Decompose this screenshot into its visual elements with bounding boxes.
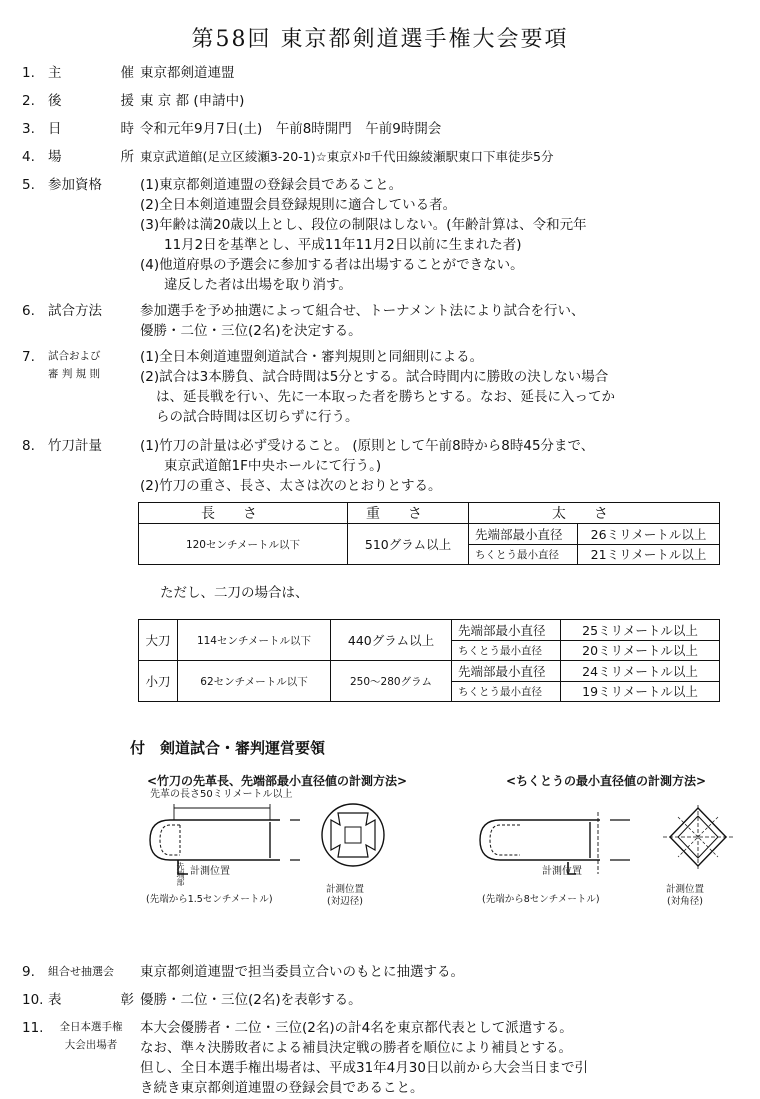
cell-diameter-label: 先端部最小直径 xyxy=(452,620,561,641)
item-label: 後 援 xyxy=(48,93,134,109)
item-content: 東京都剣道連盟 xyxy=(140,65,235,81)
cell-diameter-value: 20ミリメートル以上 xyxy=(561,640,720,661)
cell-weight: 440グラム以上 xyxy=(331,620,452,661)
chikuto-cross-section-diagonal xyxy=(658,800,738,875)
right-position-label: 計測位置 xyxy=(542,866,582,877)
item-content: 東京都剣道連盟で担当委員立合いのもとに抽選する。 xyxy=(140,964,464,980)
cell-sword-type: 小刀 xyxy=(139,661,178,702)
cell-diameter-value: 25ミリメートル以上 xyxy=(561,620,720,641)
cell-diameter-value: 24ミリメートル以上 xyxy=(561,661,720,682)
item-number: 6. xyxy=(22,303,35,319)
cell-diameter-value: 26ミリメートル以上 xyxy=(578,524,720,545)
cell-diameter-value: 21ミリメートル以上 xyxy=(578,544,720,565)
header-weight: 重さ xyxy=(348,503,469,524)
page-title: 第58回 東京都剣道選手権大会要項 xyxy=(191,27,569,52)
item-number: 11. xyxy=(22,1020,44,1036)
item-content: 本大会優勝者・二位・三位(2名)の計4名を東京都代表として派遣する。 なお、準々決勝敗者による補員決定戦の勝者を順位により補員とする。 但し、全日本選手権出場者は、平成31年4月30日以前から大会当日まで引 き続き東京都剣道連盟の登録会員であること。 xyxy=(140,1020,588,1096)
cell-sword-type: 大刀 xyxy=(139,620,178,661)
left-position-label: 計測位置 xyxy=(190,866,230,877)
sakigawa-length-label: 先革の長さ50ミリメートル以上 xyxy=(150,789,293,800)
left-figure-caption: <竹刀の先革長、先端部最小直径値の計測方法> xyxy=(147,774,408,788)
item-content: 東 京 都 (申請中) xyxy=(140,93,245,109)
item-label: 場 所 xyxy=(48,149,134,165)
item-content: 令和元年9月7日(土) 午前8時開門 午前9時開会 xyxy=(140,121,442,137)
item-number: 10. xyxy=(22,992,44,1008)
cell-length: 120センチメートル以下 xyxy=(139,524,348,565)
side-mark-label: 先端部 xyxy=(176,862,185,886)
cell-diameter-label: ちくとう最小直径 xyxy=(452,640,561,661)
item-number: 1. xyxy=(22,65,35,81)
cell-length: 114センチメートル以下 xyxy=(178,620,331,661)
right-figure-caption: <ちくとうの最小直径値の計測方法> xyxy=(506,774,707,788)
right-circle-label: 計測位置 (対角径) xyxy=(666,884,705,907)
cell-diameter-value: 19ミリメートル以上 xyxy=(561,681,720,702)
header-length: 長さ xyxy=(139,503,348,524)
item-content: 東京武道館(足立区綾瀬3-20-1)☆東京ﾒﾄﾛ千代田線綾瀬駅東口下車徒歩5分 xyxy=(140,149,554,164)
item-label: 主 催 xyxy=(48,65,134,81)
item-number: 9. xyxy=(22,964,35,980)
item-label: 日 時 xyxy=(48,121,134,137)
document-page: 第58回 東京都剣道選手権大会要項 1. 主 催 東京都剣道連盟 2. 後 援 東 京 都 (申請中) 3. 日 時 令和元年9月7日(土) 午前8時開門 午前9時開会 4. 場 所 東京武道館(足立区綾瀬3-20-1)☆東京ﾒﾄﾛ千代田線綾瀬駅東口下車徒歩5分 5. 参加資格 (1)東京都剣道連盟の登録会員であること。 (2)全日本剣道連盟会員登録規則に適合している者。 (3)年齢は満20歳以上とし、段位の制限はしない。(年齢計算は、令和元年 11月2日を基準とし、平成11年11月2日以前に生まれた者) (4)他道府県の予選会に参加する者は出場することができない。 違反した者は出場を取り消す。 6. 試合方法 参加選手を予め抽選によって組合せ、トーナメント法により試合を行い、 優勝・二位・三位(2名)を決定する。 7. 試合および 審 判 規 則 (1)全日本剣道連盟剣道試合・審判規則と同細則による。 (2)試合は3本勝負、試合時間は5分とする。試合時間内に勝敗の決しない場合 は、延長戦を行い、先に一本取った者を勝ちとする。なお、延長に入ってか らの試合時間は区切らずに行う。 8. 竹刀計量 (1)竹刀の計量は必ず受けること。 (原則として午前8時から8時45分まで、 東京武道館1F中央ホールにて行う。) (2)竹刀の重さ、長さ、太さは次のとおりとする。 長さ 重さ 太さ 120センチメートル以下 510グラム以上 先端部最小直径 26ミリメートル以上 ちくとう最小直径 21ミリメートル以上 ただし、二刀の場合は、 大刀 114センチメートル以下 440グラム以上 先端部最小直径 25ミリメートル以上 ちくとう最小直径 20ミリメートル以上 小刀 62センチメートル以下 250〜280グラム 先端部最小直径 24ミリメートル以上 ちくとう最小直径 19ミリメートル以上 付 剣道試合・審判運営要領 <竹刀の先革長、先端部最小直径値の計測方法> <ちくとうの最小直径値の計測方法> 先革の長さ50ミリメートル以上 先端部 計測位置 (先端から1.5センチメートル) 計測位置 (対辺径) 計測位置 (先端から8センチメートル) 計測位置 (対角径) 9. 組合せ抽選会 東京都剣道連盟で担当委員立合いのもとに抽選する。 10. 表 彰 優勝・二位・三位(2名)を表彰する。 11. 全日本選手権 大会出場者 本大会優勝者・二位・三位(2名)の計4名を東京都代表として派遣する。 なお、準々決勝敗者による補員決定戦の勝者を順位により補員とする。 但し、全日本選手権出場者は、平成31年4月30日以前から大会当日まで引 き続き東京都剣道連盟の登録会員であること。 xyxy=(0,0,760,1099)
item-content: (1)東京都剣道連盟の登録会員であること。 (2)全日本剣道連盟会員登録規則に適合している者。 (3)年齢は満20歳以上とし、段位の制限はしない。(年齢計算は、令和元年 11月2日を基準とし、平成11年11月2日以前に生まれた者) (4)他道府県の予選会に参加する者は出場することができない。 違反した者は出場を取り消す。 xyxy=(140,177,587,293)
item-number: 5. xyxy=(22,177,35,193)
item-label: 表 彰 xyxy=(48,992,134,1008)
cell-weight: 510グラム以上 xyxy=(348,524,469,565)
item-content: 参加選手を予め抽選によって組合せ、トーナメント法により試合を行い、 優勝・二位・三位(2名)を決定する。 xyxy=(140,303,585,339)
shinai-tip-side-diagram xyxy=(140,800,310,875)
item-label: 組合せ抽選会 xyxy=(48,965,114,978)
shinai-cross-section-flat xyxy=(318,800,388,870)
item-number: 4. xyxy=(22,149,35,165)
item-content: (1)竹刀の計量は必ず受けること。 (原則として午前8時から8時45分まで、 東京武道館1F中央ホールにて行う。) (2)竹刀の重さ、長さ、太さは次のとおりとする。 xyxy=(140,438,595,494)
right-position-sub: (先端から8センチメートル) xyxy=(482,894,600,905)
cell-diameter-label: 先端部最小直径 xyxy=(469,524,578,545)
cell-diameter-label: ちくとう最小直径 xyxy=(452,681,561,702)
item-number: 8. xyxy=(22,438,35,454)
cell-diameter-label: 先端部最小直径 xyxy=(452,661,561,682)
header-thickness: 太さ xyxy=(469,503,720,524)
left-circle-label: 計測位置 (対辺径) xyxy=(326,884,365,907)
item-content: 優勝・二位・三位(2名)を表彰する。 xyxy=(140,992,362,1008)
chikuto-side-diagram xyxy=(470,800,640,875)
appendix-heading: 付 剣道試合・審判運営要領 xyxy=(130,739,326,757)
item-label: 試合および 審 判 規 則 xyxy=(48,350,101,380)
cell-weight: 250〜280グラム xyxy=(331,661,452,702)
item-number: 2. xyxy=(22,93,35,109)
cell-diameter-label: ちくとう最小直径 xyxy=(469,544,578,565)
item-number: 3. xyxy=(22,121,35,137)
left-position-sub: (先端から1.5センチメートル) xyxy=(146,894,273,905)
item-number: 7. xyxy=(22,349,35,365)
item-content: (1)全日本剣道連盟剣道試合・審判規則と同細則による。 (2)試合は3本勝負、試合時間は5分とする。試合時間内に勝敗の決しない場合 は、延長戦を行い、先に一本取った者を勝ちとする。なお、延長に入ってか らの試合時間は区切らずに行う。 xyxy=(140,349,615,425)
item-label: 全日本選手権 大会出場者 xyxy=(59,1021,123,1051)
item-label: 竹刀計量 xyxy=(48,438,102,454)
nitou-spec-table xyxy=(138,619,720,702)
item-label: 参加資格 xyxy=(48,177,102,193)
item-label: 試合方法 xyxy=(48,303,102,319)
cell-length: 62センチメートル以下 xyxy=(178,661,331,702)
shinai-spec-table xyxy=(138,502,720,565)
